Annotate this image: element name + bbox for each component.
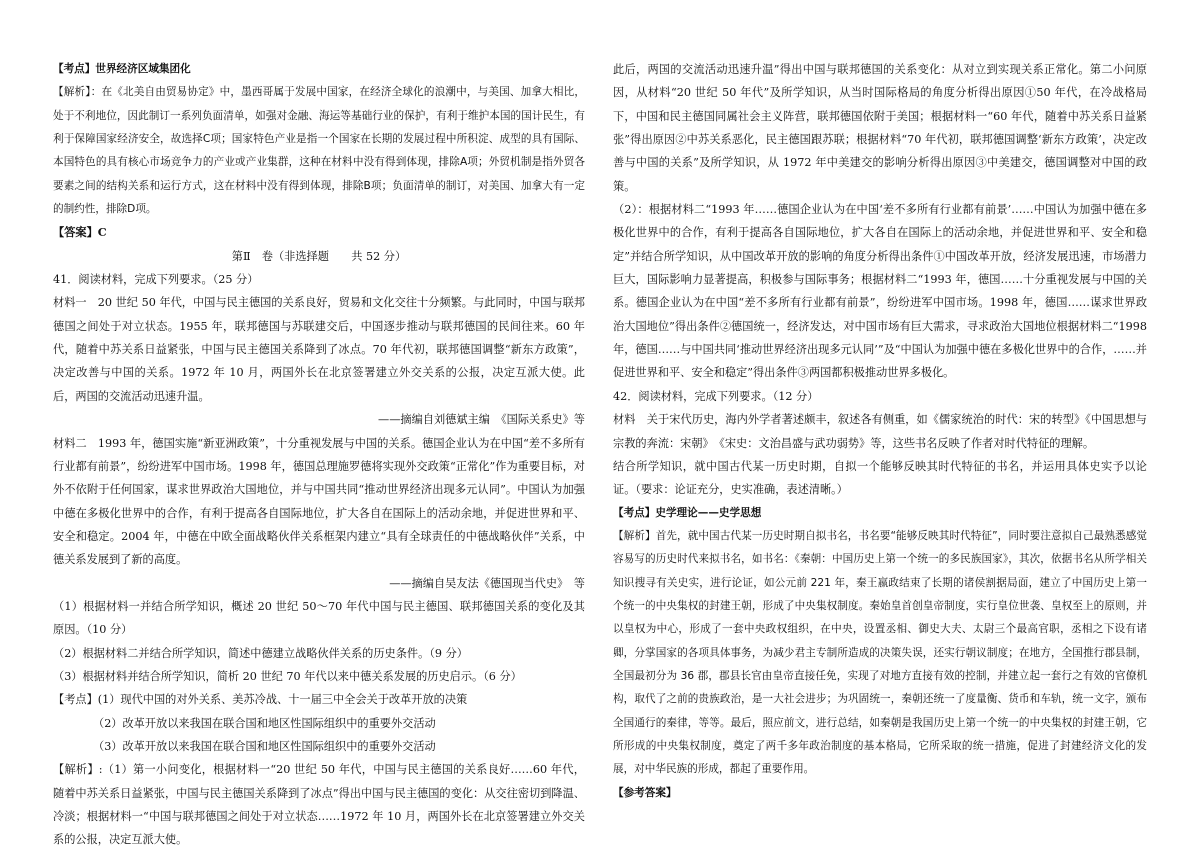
q41-source-2: ——摘编自吴友法《德国现当代史》 等: [389, 576, 585, 590]
right-column: [613, 58, 1147, 805]
analysis-q41-continued: 此后，两国的交流活动迅速升温”得出中国与联邦德国的关系变化：从对立到实现关系正常化。第二小问原因，从材料“20 世纪 50 年代”及所学知识，从当时国际格局的角度分析得出原因①50 年代，在冷战格局下，中国和民主德国同属社会主义阵营，联邦德国依附于美国；根据材料一“60 年代，随着中苏关系日益紧张”得出原因②中苏关系恶化，民主德国跟苏联；根据材料“70 年代初，联邦德国调整‘新东方政策’，决定改善与中国的关系”及所学知识，从 1972 年中美建交的影响分析得出原因③中美建交，德国调整对中国的政策。: [613, 63, 1147, 193]
analysis-q40: 【解析】：在《北美自由贸易协定》中，墨西哥属于发展中国家，在经济全球化的浪潮中，与美国、加拿大相比，处于不利地位，因此制订一系列负面清单，如强对金融、海运等基础行业的保护，有利于维护本国的国计民生，有利于保障国家经济安全，故选择C项；国家特色产业是指一个国家在长期的发展过程中所积淀、成型的具有国际、本国特色的具有核心市场竞争力的产业或产业集群，这种在材料中没有得到体现，排除A项；外贸机制是指外贸各要素之间的结构关系和运行方式，这在材料中没有得到体现，排除B项；负面清单的制订，对美国、加拿大有一定的制约性，排除D项。: [53, 86, 585, 216]
q41-requirement-1: （1）根据材料一并结合所学知识，概述 20 世纪 50～70 年代中国与民主德国、联邦德国关系的变化及其原因。（10 分）: [53, 599, 585, 637]
analysis-q41-part2: （2）：根据材料二“1993 年……德国企业认为在中国‘差不多所有行业都有前景’……中国认为加强中德在多极化世界中的合作，有利于提高各自国际地位，扩大各自在国际上的活动余地，并促进世界和平、安全和稳定”并结合所学知识，从中国改革开放的影响的角度分析得出条件①中国改革开放，经济发展迅速，市场潜力巨大，国际影响力显著提高，积极参与国际事务；根据材料二“1993 年，德国……十分重视发展与中国的关系。德国企业认为在中国“差不多所有行业都有前景”，纷纷进军中国市场。1998 年，德国……谋求世界政治大国地位”得出条件②德国统一，经济发达，对中国市场有巨大需求，寻求政治大国地位根据材料二“1998 年，德国……与中国共同‘推动世界经济出现多元认同’”及“中国认为加强中德在多极化世界中的合作，……并促进世界和平、安全和稳定”得出条件③两国都积极推动世界多极化。: [613, 203, 1148, 380]
reference-answer-heading: 【参考答案】: [613, 786, 677, 799]
q41-requirement-3: （3）根据材料并结合所学知识，简析 20 世纪 70 年代以来中德关系发展的历史启示。（6 分）: [53, 669, 522, 683]
kaodian-q41-1: 【考点】(1）现代中国的对外关系、美苏冷战、十一届三中全会关于改革开放的决策: [53, 693, 468, 707]
q41-title: 41．阅读材料，完成下列要求。（25 分）: [53, 273, 259, 287]
section-title: 第Ⅱ 卷（非选择题 共 52 分）: [231, 249, 407, 263]
q41-requirement-2: （2）根据材料二并结合所学知识，简述中德建立战略伙伴关系的历史条件。（9 分）: [53, 646, 468, 660]
kaodian-q41-3: （3）改革开放以来我国在联合国和地区性国际组织中的重要外交活动: [93, 739, 436, 753]
q41-source-1: ——摘编自刘德斌主编 《国际关系史》等: [378, 413, 585, 427]
kaodian-q42: 【考点】史学理论——史学思想: [613, 506, 762, 519]
left-column: [53, 58, 585, 852]
q42-material: 材料 关于宋代历史，海内外学者著述颇丰，叙述各有侧重，如《儒家统治的时代：宋的转型》《中国思想与宗教的奔流：宋朝》 《宋史：文治昌盛与武功弱势》等，这些书名反映了作者对时代特征的理解。: [613, 413, 1147, 450]
q41-material-2: 材料二 1993 年，德国实施“新亚洲政策”，十分重视发展与中国的关系。德国企业认为在中国“差不多所有行业都有前景”，纷纷进军中国市场。1998 年，德国总理施罗德将实现外交政策“正常化”作为重要目标，对外不依附于任何国家，谋求世界政治大国地位，并与中国共同“推动世界经济出现多元认同”。中国认为加强中德在多极化世界中的合作，有利于提高各自国际地位，扩大各自在国际上的活动余地，并促进世界和平、安全和稳定。2004 年，中德在中欧全面战略伙伴关系框架内建立“具有全球责任的中德战略伙伴”关系，中德关系发展到了新的高度。: [53, 436, 585, 567]
kaodian-q41-2: （2）改革开放以来我国在联合国和地区性国际组织中的重要外交活动: [93, 716, 436, 730]
q42-title: 42．阅读材料，完成下列要求。（12 分）: [613, 389, 819, 403]
kaodian-world-economy: 【考点】世界经济区域集团化: [53, 63, 191, 75]
q41-material-1: 材料一 20 世纪 50 年代，中国与民主德国的关系良好，贸易和文化交往十分频繁。与此同时，中国与联邦德国之间处于对立状态。1955 年，联邦德国与苏联建交后，中国逐步推动与联邦德国的民间往来。60 年代，随着中苏关系日益紧张，中国与民主德国关系降到了冰点。70 年代初，联邦德国调整“新东方政策”，决定改善与中国的关系。1972 年 10 月，两国外长在北京签署建立外交关系的公报，决定互派大使。此后，两国的交流活动迅速升温。: [53, 296, 585, 403]
answer-q40: 【答案】C: [53, 225, 107, 240]
analysis-q42: 【解析】首先，就中国古代某一历史时期自拟书名，书名要“能够反映其时代特征”，同时要注意拟自己最熟悉感觉容易写的历史时代来拟书名，如书名：《秦朝：中国历史上第一个统一的多民族国家》，其次，依据书名从所学相关知识搜寻有关史实，进行论证，如公元前 221 年，秦王嬴政结束了长期的诸侯割据局面，建立了中国历史上第一个统一的中央集权的封建王朝，形成了中央集权制度。秦始皇首创皇帝制度，实行皇位世袭、皇权至上的原则，并以皇权为中心，形成了一套中央政权组织，在中央，设置丞相、御史大夫、太尉三个最高官职，丞相之下设有诸卿，分掌国家的各项具体事务，为减少君主专制所造成的决策失误，还实行朝议制度；在地方，全国推行郡县制，全国最初分为 36 郡，郡县长官由皇帝直接任免，实现了对地方直接有效的控制，并建立起一套行之有效的官僚机构，取代了之前的贵族政治，是一大社会进步；为巩固统一，秦朝还统一了度量衡、货币和车轨，统一文字，颁布全国通行的秦律，等等。最后，照应前文，进行总结，如秦朝是我国历史上第一个统一的中央集权的封建王朝，它所形成的中央集权制度，奠定了两千多年政治制度的基本格局，它所采取的统一措施，促进了封建经济文化的发展，对中华民族的形成，都起了重要作用。: [613, 529, 1147, 776]
analysis-q41-part1: 【解析】:（1）第一小问变化，根据材料一“20 世纪 50 年代，中国与民主德国的关系良好……60 年代，随着中苏关系日益紧张，中国与民主德国关系降到了冰点”得出中国与民主德国的变化：从交往密切到降温、冷淡；根据材料一“中国与联邦德国之间处于对立状态……1972 年 10 月，两国外长在北京签署建立外交关系的公报，决定互派大使。: [53, 763, 585, 847]
q42-requirement: 结合所学知识，就中国古代某一历史时期，自拟一个能够反映其时代特征的书名，并运用具体史实予以论证。（要求：论证充分，史实准确，表述清晰。）: [613, 459, 1147, 497]
